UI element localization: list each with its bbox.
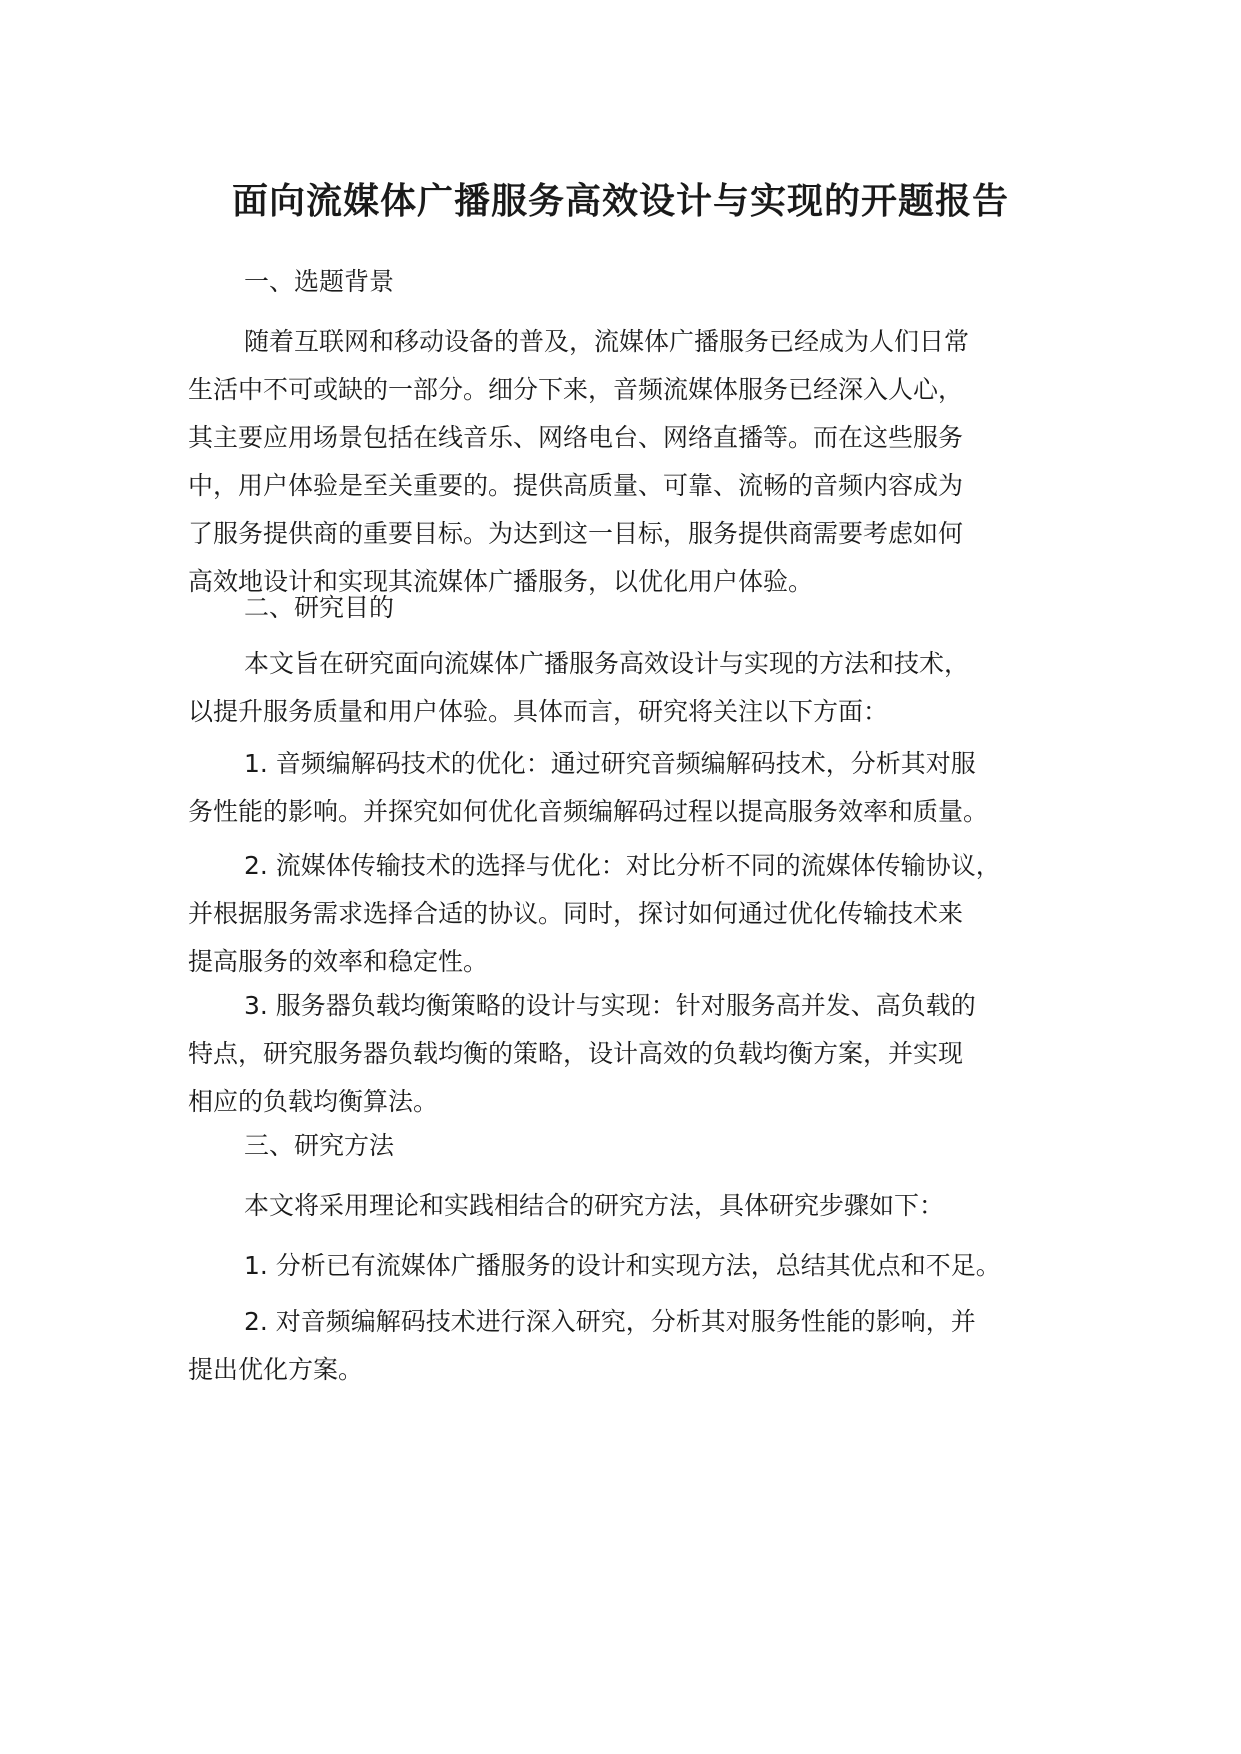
text-line: 3. 服务器负载均衡策略的设计与实现：针对服务高并发、高负载的 [244,991,976,1020]
paragraph-method-intro [188,1182,1088,1230]
paragraph-method-item-1 [188,1242,1088,1290]
text-line: 随着互联网和移动设备的普及，流媒体广播服务已经成为人们日常 [244,327,970,356]
paragraph-background [188,318,1088,606]
text-line: 并根据服务需求选择合适的协议。同时，探讨如何通过优化传输技术来 [188,899,964,928]
section-heading-method: 三、研究方法 [244,1131,395,1160]
text-line: 了服务提供商的重要目标。为达到这一目标，服务提供商需要考虑如何 [188,519,964,548]
text-line: 特点，研究服务器负载均衡的策略，设计高效的负载均衡方案，并实现 [188,1039,964,1068]
section-heading-purpose: 二、研究目的 [244,593,395,622]
text-line: 提出优化方案。 [188,1355,364,1384]
text-line: 2. 对音频编解码技术进行深入研究，分析其对服务性能的影响，并 [244,1307,976,1336]
text-line: 高效地设计和实现其流媒体广播服务，以优化用户体验。 [188,567,814,596]
text-line: 务性能的影响。并探究如何优化音频编解码过程以提高服务效率和质量。 [188,797,989,826]
section-heading-background: 一、选题背景 [244,267,395,296]
text-line: 中，用户体验是至关重要的。提供高质量、可靠、流畅的音频内容成为 [188,471,964,500]
text-line: 1. 分析已有流媒体广播服务的设计和实现方法，总结其优点和不足。 [244,1251,1001,1280]
document-title: 面向流媒体广播服务高效设计与实现的开题报告 [231,181,1009,222]
text-line: 本文旨在研究面向流媒体广播服务高效设计与实现的方法和技术， [244,649,970,678]
text-line: 相应的负载均衡算法。 [188,1087,439,1116]
text-line: 其主要应用场景包括在线音乐、网络电台、网络直播等。而在这些服务 [188,423,964,452]
text-line: 生活中不可或缺的一部分。细分下来，音频流媒体服务已经深入人心， [188,375,964,404]
text-line: 1. 音频编解码技术的优化：通过研究音频编解码技术，分析其对服 [244,749,976,778]
paragraph-purpose-item-1 [188,740,1088,836]
text-line: 以提升服务质量和用户体验。具体而言，研究将关注以下方面： [188,697,889,726]
paragraph-purpose-intro [188,640,1088,736]
text-line: 本文将采用理论和实践相结合的研究方法，具体研究步骤如下： [244,1191,945,1220]
paragraph-method-item-2 [188,1298,1088,1394]
paragraph-purpose-item-2 [188,842,1088,986]
paragraph-purpose-item-3 [188,982,1088,1126]
text-line: 提高服务的效率和稳定性。 [188,947,489,976]
text-line: 2. 流媒体传输技术的选择与优化：对比分析不同的流媒体传输协议， [244,851,1001,880]
